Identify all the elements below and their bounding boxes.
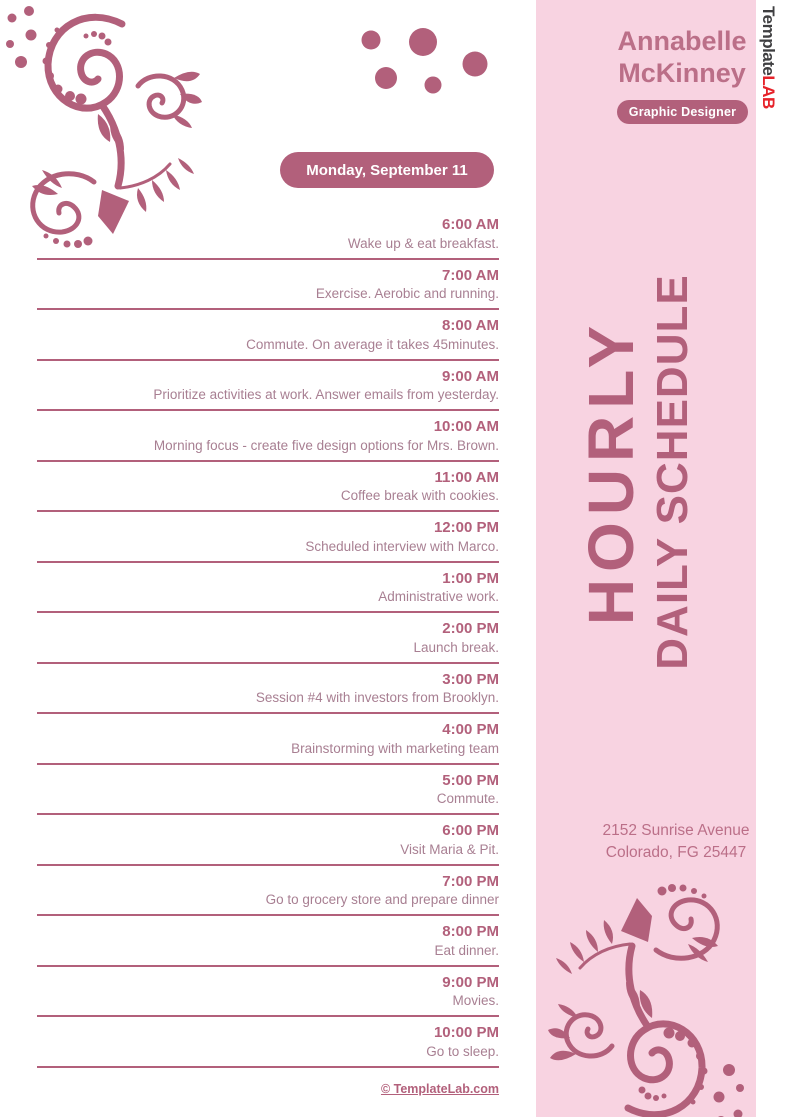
entry-task: Commute. — [436, 791, 499, 807]
entry-task: Visit Maria & Pit. — [400, 841, 499, 857]
schedule-entry — [37, 714, 499, 765]
vertical-title — [575, 257, 738, 687]
logo-text-template: Template — [759, 6, 778, 76]
entry-task: Session #4 with investors from Brooklyn. — [255, 690, 499, 706]
entry-time: 12:00 PM — [433, 519, 499, 537]
entry-task: Coffee break with cookies. — [340, 488, 499, 504]
role-badge-label: Graphic Designer — [628, 105, 737, 119]
entry-time: 9:00 AM — [442, 367, 499, 385]
schedule-entry — [37, 916, 499, 967]
entry-task: Prioritize activities at work. Answer emails from yesterday. — [153, 387, 499, 403]
entry-task: Scheduled interview with Marco. — [305, 538, 499, 554]
entry-time: 8:00 PM — [442, 923, 499, 941]
entry-time: 9:00 PM — [442, 973, 499, 991]
floral-flourish-bottom-icon — [542, 880, 754, 1117]
address-line1: 2152 Sunrise Avenue — [602, 822, 750, 839]
entry-time: 4:00 PM — [442, 721, 499, 739]
schedule-entry — [37, 361, 499, 412]
schedule-list — [37, 209, 499, 1068]
profile-name-line1: Annabelle — [617, 26, 747, 56]
entry-time: 1:00 PM — [442, 569, 499, 587]
address-block — [586, 820, 766, 865]
entry-task: Eat dinner. — [434, 942, 499, 958]
entry-task: Brainstorming with marketing team — [291, 740, 499, 756]
schedule-entry — [37, 1017, 499, 1068]
date-banner-label: Monday, September 11 — [306, 161, 468, 179]
entry-time: 7:00 AM — [442, 266, 499, 284]
address-line2: Colorado, FG 25447 — [605, 844, 747, 862]
footer — [37, 1080, 499, 1098]
entry-task: Movies. — [452, 993, 499, 1009]
entry-time: 2:00 PM — [442, 620, 499, 638]
schedule-entry — [37, 209, 499, 260]
entry-task: Wake up & eat breakfast. — [347, 235, 499, 251]
profile-name — [596, 26, 768, 90]
schedule-entry — [37, 967, 499, 1018]
vertical-title-hourly: HOURLY — [575, 318, 647, 626]
schedule-entry — [37, 411, 499, 462]
entry-time: 6:00 PM — [442, 822, 499, 840]
profile-name-line2: McKinney — [618, 57, 746, 88]
entry-task: Morning focus - create five design options for Mrs. Brown. — [153, 437, 499, 453]
vertical-title-daily-schedule: DAILY SCHEDULE — [648, 274, 698, 670]
schedule-entry — [37, 664, 499, 715]
entry-task: Administrative work. — [378, 589, 499, 605]
logo-text-lab: LAB — [759, 75, 778, 109]
role-badge — [617, 100, 748, 124]
entry-task: Go to grocery store and prepare dinner — [265, 892, 499, 908]
entry-time: 7:00 PM — [442, 872, 499, 890]
entry-task: Launch break. — [413, 639, 499, 655]
entry-task: Exercise. Aerobic and running. — [315, 286, 499, 302]
entry-time: 3:00 PM — [442, 670, 499, 688]
entry-task: Commute. On average it takes 45minutes. — [246, 336, 499, 352]
date-banner — [280, 152, 494, 188]
entry-task: Go to sleep. — [426, 1043, 499, 1059]
entry-time: 10:00 PM — [433, 1024, 499, 1042]
schedule-entry — [37, 563, 499, 614]
entry-time: 5:00 PM — [442, 771, 499, 789]
schedule-entry — [37, 613, 499, 664]
schedule-entry — [37, 512, 499, 563]
entry-time: 8:00 AM — [442, 317, 499, 335]
schedule-entry — [37, 765, 499, 816]
schedule-entry — [37, 462, 499, 513]
schedule-entry — [37, 815, 499, 866]
entry-time: 11:00 AM — [434, 468, 499, 486]
schedule-entry — [37, 866, 499, 917]
entry-time: 6:00 AM — [442, 216, 499, 234]
schedule-entry — [37, 310, 499, 361]
decorative-dots-icon — [355, 20, 490, 100]
schedule-entry — [37, 260, 499, 311]
entry-time: 10:00 AM — [433, 418, 499, 436]
templatelab-copyright-link[interactable]: © TemplateLab.com — [380, 1082, 499, 1096]
